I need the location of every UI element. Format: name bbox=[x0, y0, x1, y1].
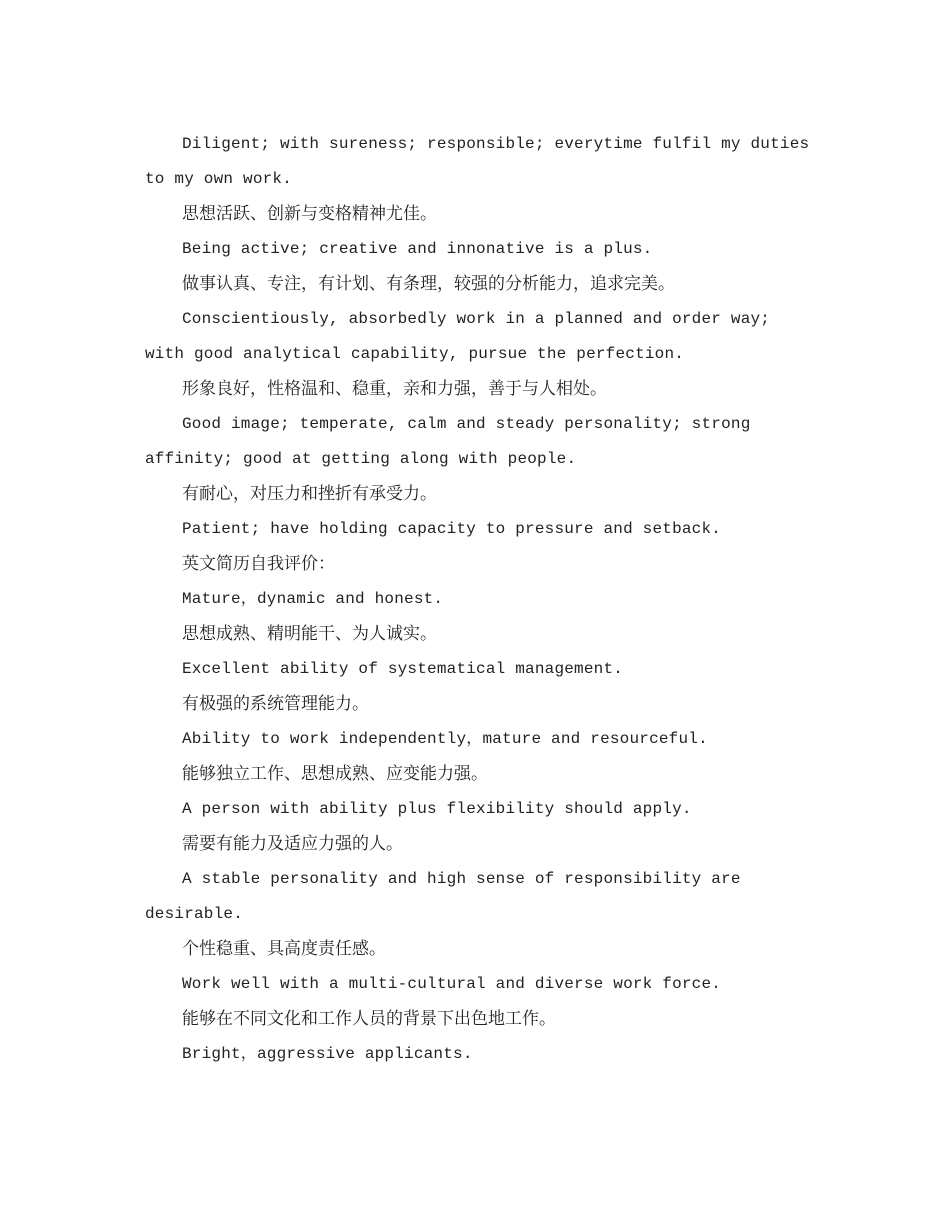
paragraph-en: Patient; have holding capacity to pressure and setback. bbox=[182, 520, 722, 538]
paragraph-zh: 思想成熟、精明能干、为人诚实。 bbox=[182, 624, 437, 644]
paragraph-en: A stable personality and high sense of responsibility are desirable. bbox=[145, 870, 741, 923]
paragraph-en: Mature，dynamic and honest. bbox=[182, 590, 444, 608]
paragraph-zh: 做事认真、专注，有计划、有条理，较强的分析能力，追求完美。 bbox=[182, 274, 675, 294]
paragraph-en: Good image; temperate, calm and steady personality; strong affinity; good at getting along with people. bbox=[145, 415, 751, 468]
paragraph-en: Work well with a multi-cultural and diverse work force. bbox=[182, 975, 722, 993]
paragraph-en: A person with ability plus flexibility should apply. bbox=[182, 800, 692, 818]
paragraph-en: Ability to work independently，mature and resourceful. bbox=[182, 730, 708, 748]
document-body bbox=[145, 127, 813, 1072]
paragraph-en: Conscientiously, absorbedly work in a planned and order way; with good analytical capability, pursue the perfection. bbox=[145, 310, 771, 363]
section-heading-zh: 英文简历自我评价： bbox=[182, 554, 335, 574]
paragraph-en: Bright，aggressive applicants. bbox=[182, 1045, 473, 1063]
paragraph-zh: 有耐心，对压力和挫折有承受力。 bbox=[182, 484, 437, 504]
paragraph-zh: 思想活跃、创新与变格精神尤佳。 bbox=[182, 204, 437, 224]
paragraph-zh: 个性稳重、具高度责任感。 bbox=[182, 939, 386, 959]
paragraph-zh: 需要有能力及适应力强的人。 bbox=[182, 834, 403, 854]
paragraph-zh: 有极强的系统管理能力。 bbox=[182, 694, 369, 714]
paragraph-en: Being active; creative and innonative is a plus. bbox=[182, 240, 653, 258]
paragraph-zh: 能够在不同文化和工作人员的背景下出色地工作。 bbox=[182, 1009, 556, 1029]
paragraph-en: Excellent ability of systematical management. bbox=[182, 660, 624, 678]
paragraph-en: Diligent; with sureness; responsible; everytime fulfil my duties to my own work. bbox=[145, 135, 810, 188]
paragraph-zh: 能够独立工作、思想成熟、应变能力强。 bbox=[182, 764, 488, 784]
paragraph-zh: 形象良好，性格温和、稳重，亲和力强，善于与人相处。 bbox=[182, 379, 607, 399]
